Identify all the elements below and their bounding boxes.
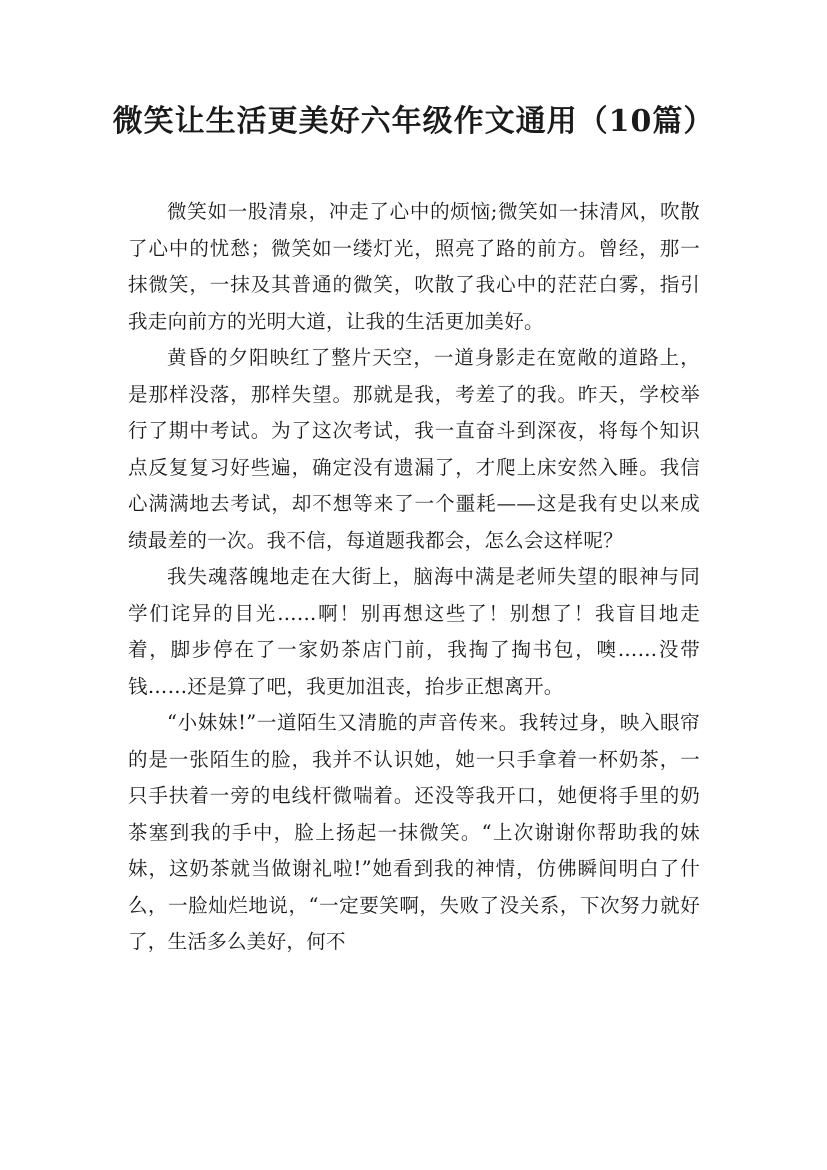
- document-title: 微笑让生活更美好六年级作文通用（10篇）: [112, 104, 715, 139]
- paragraph: 黄昏的夕阳映红了整片天空，一道身影走在宽敞的道路上，是那样没落，那样失望。那就是我，考差了的我。昨天，学校举行了期中考试。为了这次考试，我一直奋斗到深夜，将每个知识点反复复习好些遍，确定没有遗漏了，才爬上床安然入睡。我信心满满地去考试，却不想等来了一个噩耗——这是我有史以来成绩最差的一次。我不信，每道题我都会，怎么会这样呢？: [128, 346, 700, 552]
- document-body: [128, 194, 700, 961]
- paragraph: “小妹妹!”一道陌生又清脆的声音传来。我转过身，映入眼帘的是一张陌生的脸，我并不认识她，她一只手拿着一杯奶茶，一只手扶着一旁的电线杆微喘着。还没等我开口，她便将手里的奶茶塞到我的手中，脸上扬起一抹微笑。“上次谢谢你帮助我的妹妹，这奶茶就当做谢礼啦!”她看到我的神情，仿佛瞬间明白了什么，一脸灿烂地说，“一定要笑啊，失败了没关系，下次努力就好了，生活多么美好，何不: [128, 711, 700, 953]
- paragraph: 微笑如一股清泉，冲走了心中的烦恼;微笑如一抹清风，吹散了心中的忧愁；微笑如一缕灯光，照亮了路的前方。曾经，那一抹微笑，一抹及其普通的微笑，吹散了我心中的茫茫白雾，指引我走向前方的光明大道，让我的生活更加美好。: [128, 200, 700, 333]
- paragraph: 我失魂落魄地走在大街上，脑海中满是老师失望的眼神与同学们诧异的目光……啊！别再想这些了！别想了！我盲目地走着，脚步停在了一家奶茶店门前，我掏了掏书包，噢……没带钱……还是算了吧，我更加沮丧，抬步正想离开。: [128, 565, 700, 698]
